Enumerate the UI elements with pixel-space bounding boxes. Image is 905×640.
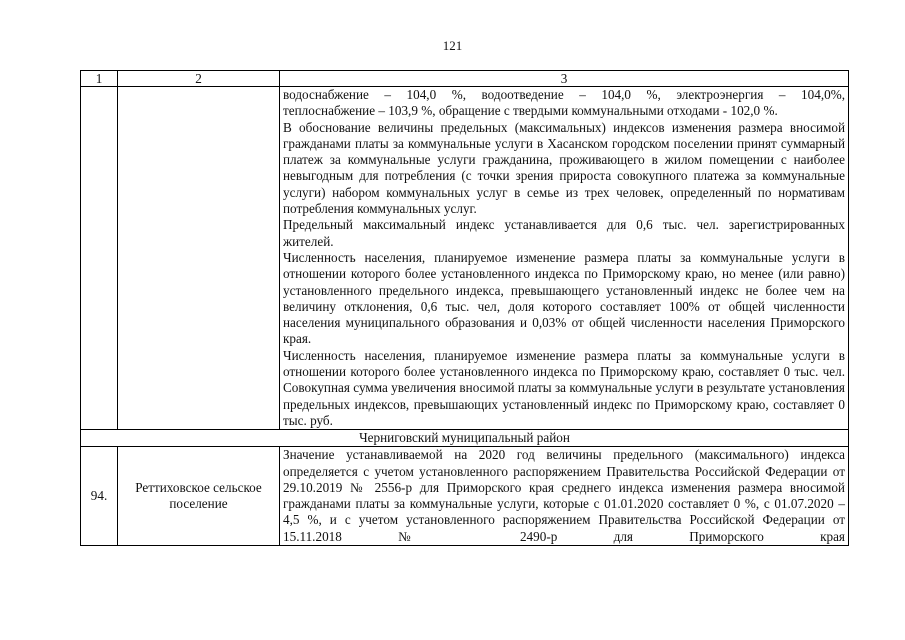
entry-paragraph: Значение устанавливаемой на 2020 год величины предельного (максимального) индекса определяется с учетом установленного распоряжением Правительства Российской Федерации от 29.10.2019 № 2556-р для Приморского края среднего индекса изменения размера вносимой гражданами платы за коммунальные услуги, которые с 01.01.2020 составляет 0 %, с 01.07.2020 – 4,5 %, и с учетом установленного распоряжением Правительства Российской Федерации от 15.11.2018 № 2490-р для Приморского края <box>283 447 845 544</box>
district-title: Черниговский муниципальный район <box>81 430 849 447</box>
row-number: 94. <box>81 447 118 546</box>
continuation-text-cell <box>280 87 849 430</box>
header-col-1: 1 <box>81 71 118 87</box>
paragraph-limit-index: Предельный максимальный индекс устанавливается для 0,6 тыс. чел. зарегистрированных жителей. <box>283 217 845 249</box>
header-row <box>81 71 849 87</box>
page-number: 121 <box>442 38 463 53</box>
entry-text-cell <box>280 447 849 546</box>
header-col-3: 3 <box>280 71 849 87</box>
settlement-name: Реттиховское сельское поселение <box>118 447 280 546</box>
district-row <box>81 430 849 447</box>
paragraph-population-excess: Численность населения, планируемое изменение размера платы за коммунальные услуги в отношении которого более установленного индекса по Приморскому краю, составляет 0 тыс. чел. Совокупная сумма увеличения вносимой платы за коммунальные услуги в результате установления предельных индексов, превышающих установленный индекс по Приморскому краю, составляет 0 тыс. руб. <box>283 347 845 428</box>
paragraph-population-share: Численность населения, планируемое изменение размера платы за коммунальные услуги в отношении которого более установленного индекса по Приморскому краю, но менее (или равно) установленного предельного индекса, превышающего установленный индекс не более чем на величину отклонения, 0,6 тыс. чел, доля которого составляет 100% от общей численности населения муниципального образования и 0,03% от общей численности населения Приморского края. <box>283 249 845 347</box>
header-col-2: 2 <box>118 71 280 87</box>
paragraph-justification: В обоснование величины предельных (максимальных) индексов изменения размера вносимой гражданами платы за коммунальные услуги в Хасанском городском поселении принят суммарный платеж за коммунальные услуги гражданина, проживающего в жилом помещении с наиболее невыгодным для потребления (с точки зрения прироста совокупного платежа за коммунальные услуги) набором коммунальных услуг в семье из трех человек, определенный по нормативам потребления коммунальных услуг. <box>283 119 845 217</box>
continuation-row <box>81 87 849 430</box>
continuation-num-cell <box>81 87 118 430</box>
continuation-name-cell <box>118 87 280 430</box>
table-row <box>81 447 849 546</box>
paragraph-tariffs-2: теплоснабжение – 103,9 %, обращение с твердыми коммунальными отходами - 102,0 %. <box>283 103 778 119</box>
paragraph-tariffs-1: водоснабжение – 104,0 %, водоотведение – 104,0 %, электроэнергия – 104,0%, <box>283 87 845 102</box>
indices-table <box>80 70 849 546</box>
